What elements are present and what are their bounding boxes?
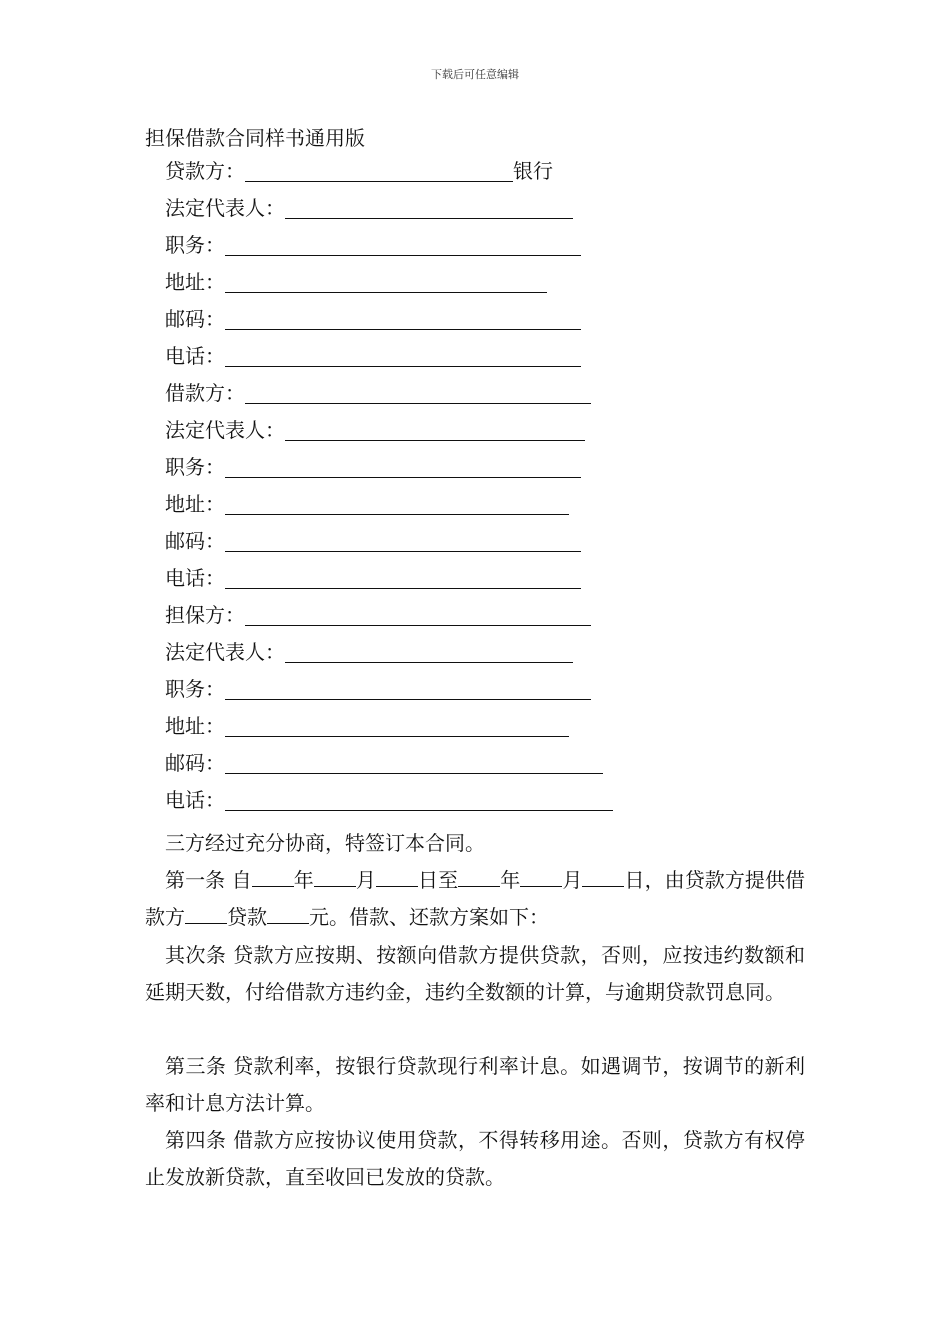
fill-line	[285, 418, 585, 441]
borrower-address-field	[165, 489, 569, 519]
fill-line	[225, 270, 547, 293]
field-label: 职务：	[165, 677, 225, 701]
borrower-postcode-field	[165, 526, 581, 556]
amount-blank	[267, 905, 309, 924]
fill-line	[225, 307, 581, 330]
lender-title-field	[165, 230, 581, 260]
field-label: 地址：	[165, 492, 225, 516]
fill-line	[285, 640, 573, 663]
year-blank	[458, 868, 500, 887]
fill-line	[225, 714, 569, 737]
field-label: 借款方：	[165, 381, 245, 405]
guarantor-name-field	[165, 600, 591, 630]
yuan-label: 元。借款、还款方案如下：	[309, 905, 549, 929]
field-label: 法定代表人：	[165, 418, 285, 442]
fill-line	[245, 159, 513, 182]
borrower-rep-field	[165, 415, 585, 445]
guarantor-title-field	[165, 674, 591, 704]
field-label: 法定代表人：	[165, 640, 285, 664]
guarantor-phone-field	[165, 785, 613, 815]
article-3: 第三条 贷款利率，按银行贷款现行利率计息。如遇调节，按调节的新利率和计息方法计算。	[145, 1054, 805, 1115]
field-label: 邮码：	[165, 751, 225, 775]
year-label: 年	[293, 868, 314, 892]
fill-line	[225, 492, 569, 515]
fill-line	[225, 455, 581, 478]
page-header: 下载后可任意编辑	[431, 68, 519, 81]
intro-paragraph: 三方经过充分协商，特签订本合同。	[165, 831, 485, 855]
year-blank	[252, 868, 294, 887]
lender-postcode-field	[165, 304, 581, 334]
loan-label: 贷款	[227, 905, 267, 929]
field-label: 贷款方：	[165, 159, 245, 183]
guarantor-rep-field	[165, 637, 573, 667]
borrower-title-field	[165, 452, 581, 482]
fill-line	[285, 196, 573, 219]
field-label: 担保方：	[165, 603, 245, 627]
field-label: 电话：	[165, 566, 225, 590]
article-1	[145, 862, 805, 936]
day-blank	[582, 868, 624, 887]
field-suffix: 银行	[513, 159, 553, 183]
article-2: 其次条 贷款方应按期、按额向借款方提供贷款，否则，应按违约数额和延期天数，付给借款方违约金，违约全数额的计算，与逾期贷款罚息同。	[145, 943, 805, 1004]
fill-line	[245, 603, 591, 626]
field-label: 邮码：	[165, 529, 225, 553]
field-label: 职务：	[165, 233, 225, 257]
guarantor-postcode-field	[165, 748, 603, 778]
field-label: 法定代表人：	[165, 196, 285, 220]
field-label: 地址：	[165, 714, 225, 738]
fill-line	[225, 566, 581, 589]
field-label: 地址：	[165, 270, 225, 294]
day-label: 日，由贷款方提供借款方	[145, 868, 806, 929]
field-label: 电话：	[165, 344, 225, 368]
lender-address-field	[165, 267, 547, 297]
fill-line	[245, 381, 591, 404]
fill-line	[225, 344, 581, 367]
lender-rep-field	[165, 193, 573, 223]
field-label: 电话：	[165, 788, 225, 812]
month-blank	[314, 868, 356, 887]
fill-line	[225, 529, 581, 552]
day-blank	[376, 868, 418, 887]
month-label: 月	[355, 868, 376, 892]
article-4: 第四条 借款方应按协议使用贷款，不得转移用途。否则，贷款方有权停止发放新贷款，直至收回已发放的贷款。	[145, 1128, 805, 1189]
amount-blank	[185, 905, 227, 924]
document-title: 担保借款合同样书通用版	[145, 126, 365, 150]
fill-line	[225, 233, 581, 256]
month-blank	[520, 868, 562, 887]
guarantor-address-field	[165, 711, 569, 741]
fill-line	[225, 677, 591, 700]
day-label: 日至	[417, 868, 459, 892]
month-label: 月	[562, 868, 583, 892]
fill-line	[225, 751, 603, 774]
year-label: 年	[500, 868, 521, 892]
fill-line	[225, 788, 613, 811]
borrower-phone-field	[165, 563, 581, 593]
lender-name-field	[165, 156, 553, 186]
field-label: 邮码：	[165, 307, 225, 331]
borrower-name-field	[165, 378, 591, 408]
article-1-text: 第一条 自	[165, 868, 252, 892]
lender-phone-field	[165, 341, 581, 371]
field-label: 职务：	[165, 455, 225, 479]
